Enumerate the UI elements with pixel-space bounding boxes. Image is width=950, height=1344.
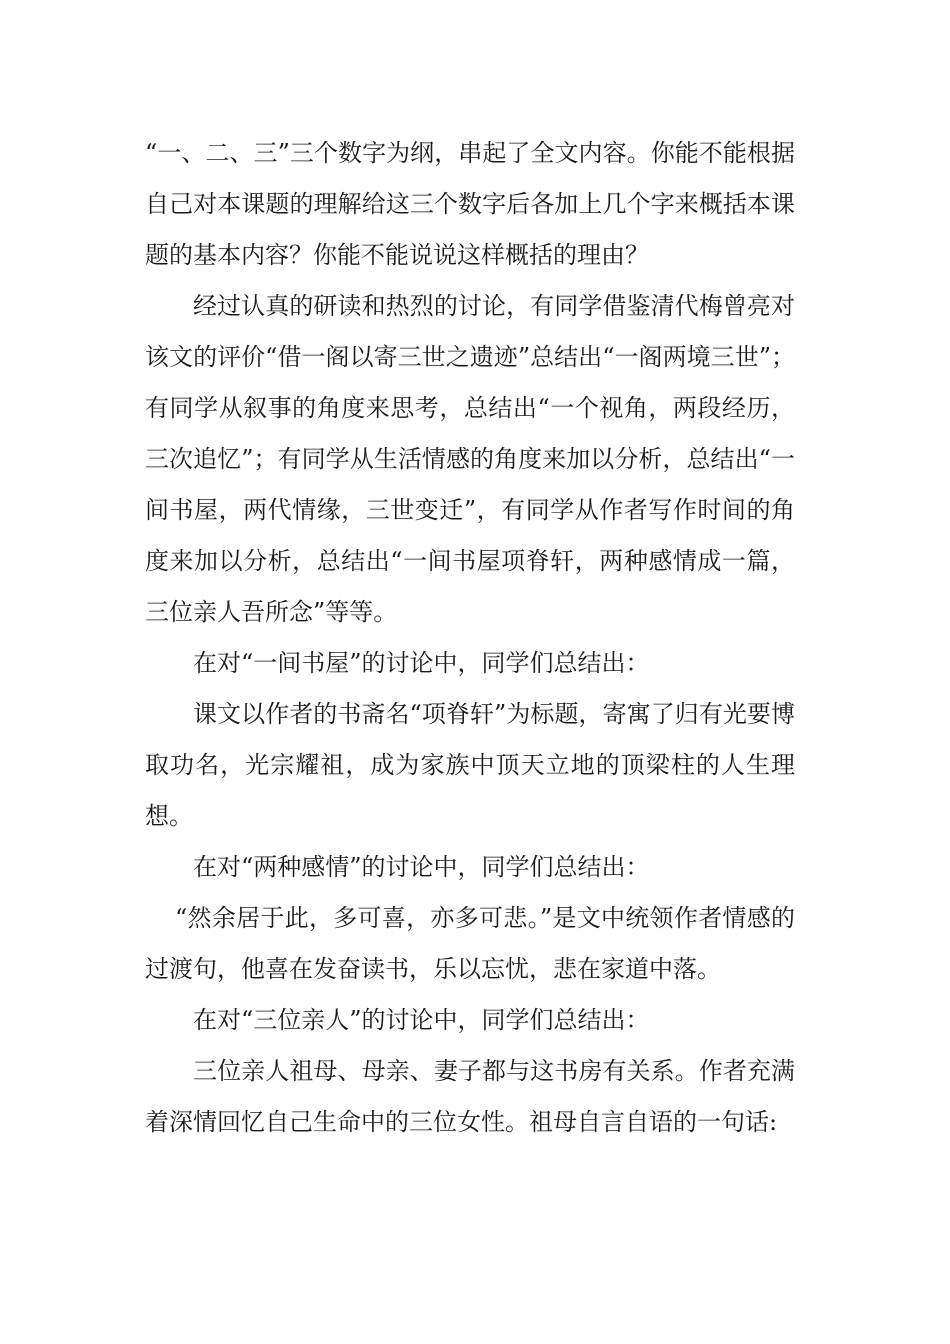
paragraph-study-room-intro: 在对“一间书屋”的讨论中，同学们总结出： <box>193 649 650 677</box>
paragraph-question: “一、二、三”三个数字为纲，串起了全文内容。你能不能根据自己对本课题的理解给这三个数字后各加上几个字来概括本课题的基本内容？你能不能说说这样概括的理由？ <box>145 139 795 269</box>
document-body <box>145 128 795 1148</box>
paragraph-discussion-summary: 经过认真的研读和热烈的讨论，有同学借鉴清代梅曾亮对该文的评价“借一阁以寄三世之遗迹”总结出“一阁两境三世”；有同学从叙事的角度来思考，总结出“一个视角，两段经历，三次追忆”；有同学从生活情感的角度来加以分析，总结出“一间书屋，两代情缘，三世变迁”，有同学从作者写作时间的角度来加以分析，总结出“一间书屋项脊轩，两种感情成一篇，三位亲人吾所念”等等。 <box>145 292 795 626</box>
paragraph-two-emotions-detail: “然余居于此，多可喜，亦多可悲。”是文中统领作者情感的过渡句，他喜在发奋读书，乐以忘忧，悲在家道中落。 <box>145 904 795 983</box>
paragraph-three-relatives-intro: 在对“三位亲人”的讨论中，同学们总结出： <box>193 1006 650 1034</box>
paragraph-study-room-detail: 课文以作者的书斋名“项脊轩”为标题，寄寓了归有光要博取功名，光宗耀祖，成为家族中顶天立地的顶梁柱的人生理想。 <box>145 700 795 830</box>
paragraph-two-emotions-intro: 在对“两种感情”的讨论中，同学们总结出： <box>193 853 650 881</box>
paragraph-three-relatives-detail: 三位亲人祖母、母亲、妻子都与这书房有关系。作者充满着深情回忆自己生命中的三位女性。祖母自言自语的一句话: <box>145 1057 795 1136</box>
